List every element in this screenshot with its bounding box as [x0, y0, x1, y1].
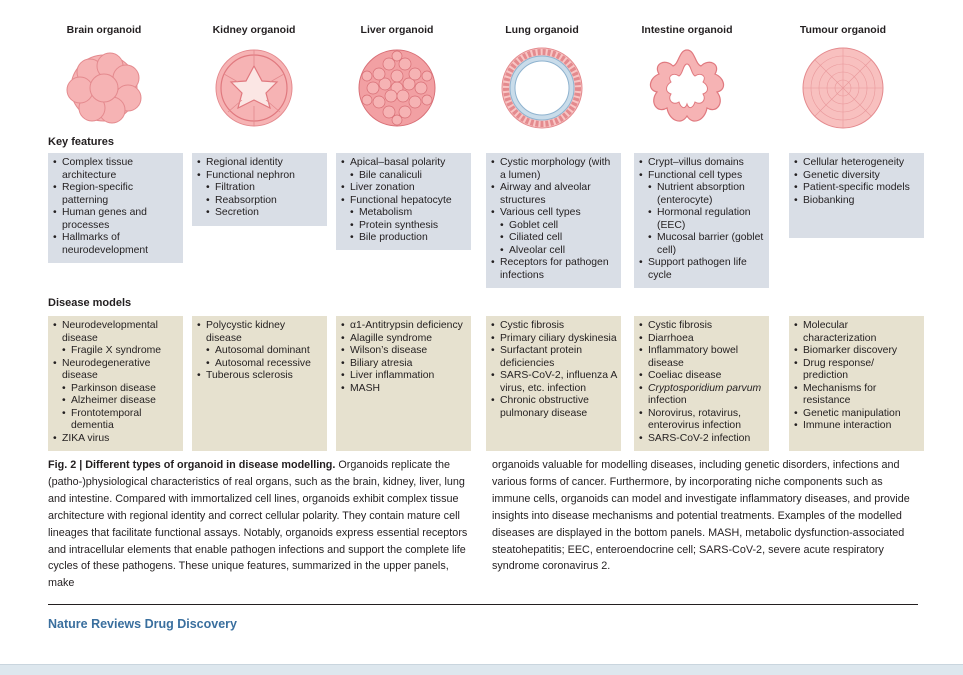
caption-text-2: organoids valuable for modelling diseases, including genetic disorders, infections and various forms of cancer. Furthermore, by incorporating niche components such as immune cells, organoids can model and investigate inflammatory diseases, and provide insights into disease mechanisms and potential treatments. Examples of the modelled diseases are displayed in the bottom panels. MASH, metabolic dysfunction-associated steatohepatitis; EEC, enteroendocrine cell; SARS-CoV-2, severe acute respiratory syndrome coronavirus 2. — [492, 459, 910, 573]
sub-list-item: • Parkinson disease — [53, 383, 179, 396]
kidney-key-features — [192, 153, 327, 226]
list-item: • Crypt–villus domains — [639, 157, 765, 170]
list-item: • Hallmarks of neurodevelopment — [53, 232, 179, 257]
list-item: • Airway and alveolar structures — [491, 182, 617, 207]
sub-list-item: • Hormonal regulation (EEC) — [639, 207, 765, 232]
list-item: • Neurodevelopmental disease — [53, 320, 179, 345]
list-item: • Human genes and processes — [53, 207, 179, 232]
list-item: • Functional hepatocyte — [341, 195, 467, 208]
list-item: • Primary ciliary dyskinesia — [491, 333, 617, 346]
liver-organoid-title: Liver organoid — [360, 24, 434, 36]
list-item: • MASH — [341, 383, 467, 396]
list-item: • Functional nephron — [197, 170, 323, 183]
sub-list-item: • Goblet cell — [491, 220, 617, 233]
list-item: • SARS-CoV-2 infection — [639, 433, 765, 446]
list-item: • Diarrhoea — [639, 333, 765, 346]
list-item: • Inflammatory bowel disease — [639, 345, 765, 370]
list-item: • Cystic fibrosis — [639, 320, 765, 333]
sub-list-item: • Nutrient absorption (enterocyte) — [639, 182, 765, 207]
list-item: • Surfactant protein deficiencies — [491, 345, 617, 370]
kidney-disease-models — [192, 316, 327, 451]
lung-key-features — [486, 153, 621, 288]
list-item: • Mechanisms for resistance — [794, 383, 920, 408]
list-item: • Cystic fibrosis — [491, 320, 617, 333]
sub-list-item: • Fragile X syndrome — [53, 345, 179, 358]
list-item: • Norovirus, rotavirus, enterovirus infection — [639, 408, 765, 433]
figure-caption-left — [48, 457, 473, 592]
list-item: • Neurodegenerative disease — [53, 358, 179, 383]
list-item: • SARS-CoV-2, influenza A virus, etc. infection — [491, 370, 617, 395]
disease-models-label: Disease models — [48, 297, 132, 309]
sub-list-item: • Bile production — [341, 232, 467, 245]
list-item: • Various cell types — [491, 207, 617, 220]
list-item: • Polycystic kidney disease — [197, 320, 323, 345]
list-item: • Immune interaction — [794, 420, 920, 433]
sub-list-item: • Filtration — [197, 182, 323, 195]
sub-list-item: • Alzheimer disease — [53, 395, 179, 408]
list-item: • Liver zonation — [341, 182, 467, 195]
list-item: • Cellular heterogeneity — [794, 157, 920, 170]
caption-text-1: Organoids replicate the (patho-)physiological characteristics of real organs, such as the brain, kidney, liver, lung and intestine. Compared with immortalized cell lines, organoids exhibit complex tissue architecture with regional identity and correct cellular polarity. They contain mature cell lineages that facilitate functional assays. Notably, organoids express essential receptors and intracellular elements that enable pathogen infections and support the complete life cycles of these pathogens. These unique features, summarized in the upper panels, make — [48, 459, 468, 590]
sub-list-item: • Autosomal dominant — [197, 345, 323, 358]
tumour-organoid-title: Tumour organoid — [799, 24, 887, 36]
list-item: • Apical–basal polarity — [341, 157, 467, 170]
sub-list-item: • Frontotemporal dementia — [53, 408, 179, 433]
list-item: • Genetic diversity — [794, 170, 920, 183]
liver-organoid-illustration — [347, 44, 447, 132]
sub-list-item: • Autosomal recessive — [197, 358, 323, 371]
kidney-organoid-illustration — [204, 44, 304, 132]
brain-organoid-title: Brain organoid — [66, 24, 142, 36]
intestine-disease-models — [634, 316, 769, 451]
list-item: • Liver inflammation — [341, 370, 467, 383]
lung-organoid-illustration — [492, 44, 592, 132]
sub-list-item: • Mucosal barrier (goblet cell) — [639, 232, 765, 257]
figure-label: Fig. 2 | Different types of organoid in disease modelling. — [48, 459, 336, 471]
sub-list-item: • Metabolism — [341, 207, 467, 220]
sub-list-item: • Alveolar cell — [491, 245, 617, 258]
tumour-organoid-illustration — [793, 44, 893, 132]
list-item: • Tuberous sclerosis — [197, 370, 323, 383]
list-item: • Drug response/ prediction — [794, 358, 920, 383]
list-item: • Wilson’s disease — [341, 345, 467, 358]
lung-organoid-title: Lung organoid — [505, 24, 579, 36]
list-item: • Chronic obstructive pulmonary disease — [491, 395, 617, 420]
intestine-organoid-illustration — [637, 44, 737, 132]
divider — [48, 604, 918, 605]
journal-name: Nature Reviews Drug Discovery — [48, 617, 237, 631]
sub-list-item: • Secretion — [197, 207, 323, 220]
brain-organoid-illustration — [54, 44, 154, 132]
brain-disease-models — [48, 316, 183, 451]
list-item: • Support pathogen life cycle — [639, 257, 765, 282]
list-item: • Receptors for pathogen infections — [491, 257, 617, 282]
list-item: • Cryptosporidium parvum infection — [639, 383, 765, 408]
list-item: • Functional cell types — [639, 170, 765, 183]
list-item: • Patient-specific models — [794, 182, 920, 195]
list-item: • Genetic manipulation — [794, 408, 920, 421]
liver-key-features — [336, 153, 471, 250]
key-features-label: Key features — [48, 136, 115, 148]
sub-list-item: • Ciliated cell — [491, 232, 617, 245]
list-item: • Biliary atresia — [341, 358, 467, 371]
kidney-organoid-title: Kidney organoid — [212, 24, 296, 36]
sub-list-item: • Protein synthesis — [341, 220, 467, 233]
list-item: • Regional identity — [197, 157, 323, 170]
intestine-key-features — [634, 153, 769, 288]
list-item: • Cystic morphology (with a lumen) — [491, 157, 617, 182]
intestine-organoid-title: Intestine organoid — [641, 24, 733, 36]
list-item: • α1-Antitrypsin deficiency — [341, 320, 467, 333]
footer-bar — [0, 664, 963, 675]
brain-key-features — [48, 153, 183, 263]
list-item: • Molecular characterization — [794, 320, 920, 345]
sub-list-item: • Reabsorption — [197, 195, 323, 208]
lung-disease-models — [486, 316, 621, 451]
list-item: • Coeliac disease — [639, 370, 765, 383]
list-item: • Biobanking — [794, 195, 920, 208]
tumour-key-features — [789, 153, 924, 238]
list-item: • Biomarker discovery — [794, 345, 920, 358]
tumour-disease-models — [789, 316, 924, 451]
sub-list-item: • Bile canaliculi — [341, 170, 467, 183]
list-item: • Alagille syndrome — [341, 333, 467, 346]
figure-caption-right — [492, 457, 917, 575]
list-item: • Complex tissue architecture — [53, 157, 179, 182]
list-item: • ZIKA virus — [53, 433, 179, 446]
liver-disease-models — [336, 316, 471, 451]
list-item: • Region-specific patterning — [53, 182, 179, 207]
